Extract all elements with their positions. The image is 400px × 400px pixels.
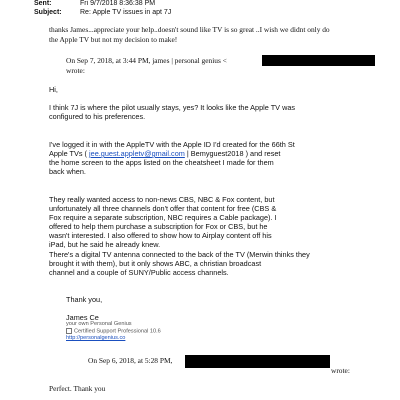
quote1-line-2: wrote:: [66, 66, 85, 75]
sent-value: Fri 9/7/2018 8:36:38 PM: [80, 0, 156, 7]
sent-label: Sent:: [34, 0, 52, 7]
sent-row: [34, 0, 52, 8]
p2-line-3: the home screen to the apps listed on the cheatsheet I made for them: [49, 158, 274, 167]
redacted-email-2: [185, 355, 330, 368]
p2-line-4: back when.: [49, 167, 86, 176]
appletv-email-link[interactable]: jee.guest.appletv@gmail.com: [89, 149, 185, 158]
p2-line-2: [49, 149, 280, 158]
p3-line-1: They really wanted access to non-news CBS, NBC & Fox content, but: [49, 195, 275, 204]
redacted-email-1: [262, 55, 375, 66]
signature-link-row: [66, 335, 125, 342]
subject-row: [34, 9, 62, 17]
quote1-line-1: On Sep 7, 2018, at 3:44 PM, james | personal genius <: [66, 56, 227, 65]
p4-line-1: There's a digital TV antenna connected to the back of the TV (Merwin thinks they: [49, 250, 310, 259]
reply-line-1: thanks James...appreciate your help..doesn't sound like TV is so great ..I wish we didnt only do: [49, 25, 330, 34]
p1-line-1: I think 7J is where the pilot usually stays, yes? It looks like the Apple TV was: [49, 103, 296, 112]
greeting: Hi,: [49, 85, 58, 94]
p2-line-2-a: Apple TVs (: [49, 149, 90, 158]
signature-cert-text: Certified Support Professional 10.6: [74, 328, 161, 335]
p3-line-2: unfortunately all three channels don't offer that content for free (CBS &: [49, 204, 277, 213]
subject-value: Re: Apple TV issues in apt 7J: [80, 9, 172, 16]
p4-line-2: brought it with them), but it only shows ABC, a christian broadcast: [49, 259, 262, 268]
p2-line-1: I've logged it in with the AppleTV with the Apple ID I'd created for the 66th St: [49, 140, 295, 149]
personalgenius-link[interactable]: http://personalgenius.co: [66, 335, 126, 341]
p4-line-3: channel and a couple of SUNY/Public access channels.: [49, 268, 229, 277]
signature-name: James Ce: [66, 313, 99, 322]
p3-line-3: Fox require a separate subscription, NBC requires a Cable package). I: [49, 213, 277, 222]
p3-line-6: iPad, but he said he already knew.: [49, 240, 161, 249]
quote2-line-2: wrote:: [331, 366, 350, 375]
reply-line-2: the Apple TV but not my decision to make!: [49, 35, 178, 44]
p3-line-5: wasn't interested. I also offered to show how to Airplay content off his: [49, 231, 272, 240]
signature-tagline: your own Personal Genius: [66, 321, 132, 327]
certificate-icon: [66, 328, 72, 334]
bottom-line-1: Perfect. Thank you: [49, 384, 106, 393]
quote2-line-1: On Sep 6, 2018, at 5:28 PM,: [88, 356, 173, 365]
p3-line-4: offered to help them purchase a subscription for Fox or CBS, but he: [49, 222, 268, 231]
p2-line-2-b: | Bemyguest2018 ) and reset: [184, 149, 281, 158]
subject-label: Subject:: [34, 9, 62, 16]
p1-line-2: configured to his preferences.: [49, 112, 146, 121]
closing: Thank you,: [66, 295, 103, 304]
